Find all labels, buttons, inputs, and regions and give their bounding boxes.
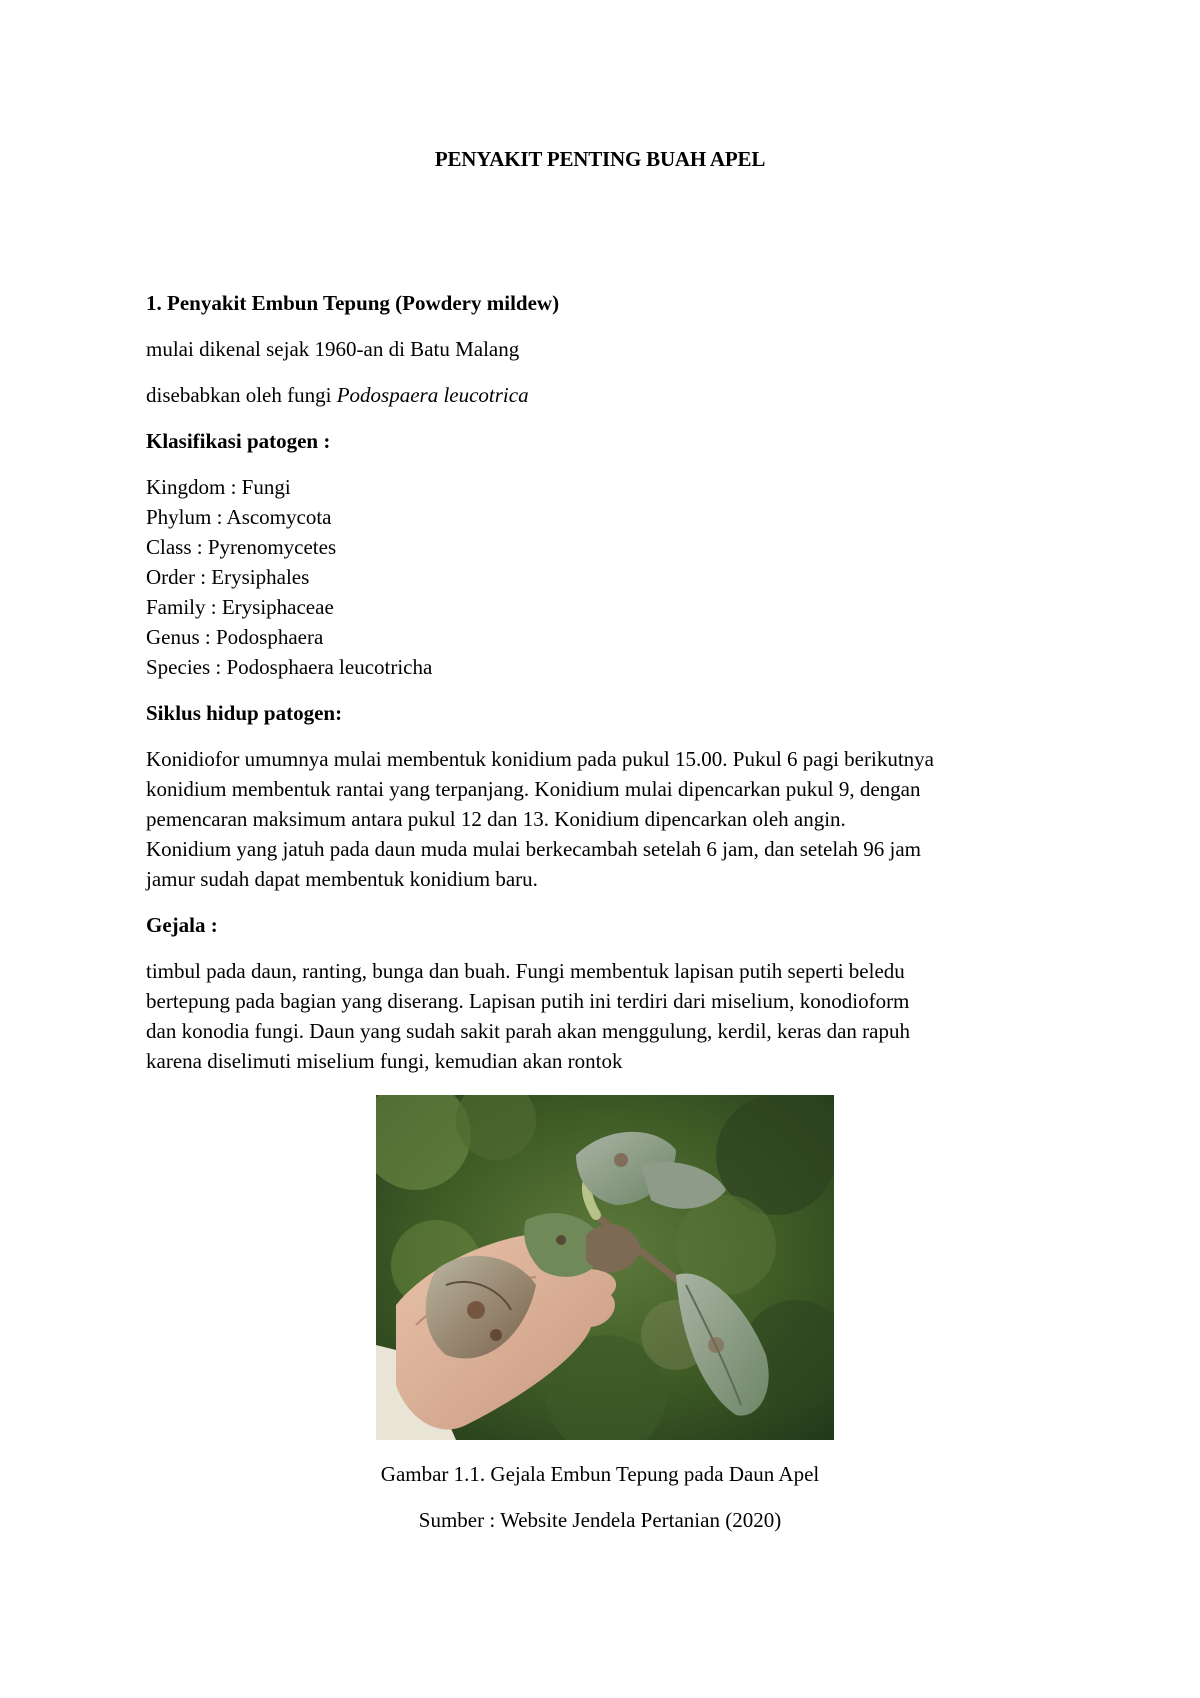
lifecycle-paragraph bbox=[146, 744, 1076, 894]
lifecycle-line: Konidiofor umumnya mulai membentuk konidium pada pukul 15.00. Pukul 6 pagi berikutnya bbox=[146, 747, 934, 771]
intro-line-1: mulai dikenal sejak 1960-an di Batu Malang bbox=[146, 337, 520, 361]
classification-item: Class : Pyrenomycetes bbox=[146, 535, 337, 559]
powdery-mildew-leaf-photo bbox=[376, 1095, 834, 1440]
intro-prefix: disebabkan oleh fungi bbox=[146, 383, 337, 407]
section-powdery-mildew bbox=[146, 288, 1076, 1076]
classification-item: Genus : Podosphaera bbox=[146, 625, 324, 649]
species-name: Podospaera leucotrica bbox=[336, 383, 529, 407]
figure-source: Sumber : Website Jendela Pertanian (2020) bbox=[418, 1508, 782, 1532]
symptoms-line: timbul pada daun, ranting, bunga dan buah. Fungi membentuk lapisan putih seperti beledu bbox=[146, 959, 905, 983]
lifecycle-heading: Siklus hidup patogen: bbox=[146, 701, 343, 725]
figure-caption: Gambar 1.1. Gejala Embun Tepung pada Daun Apel bbox=[380, 1462, 820, 1486]
leaf-photo-illustration bbox=[376, 1095, 834, 1440]
classification-item: Kingdom : Fungi bbox=[146, 475, 291, 499]
classification-item: Phylum : Ascomycota bbox=[146, 505, 332, 529]
document-title: PENYAKIT PENTING BUAH APEL bbox=[434, 147, 766, 171]
symptoms-line: bertepung pada bagian yang diserang. Lapisan putih ini terdiri dari miselium, konodioform bbox=[146, 989, 910, 1013]
symptoms-line: dan konodia fungi. Daun yang sudah sakit parah akan menggulung, kerdil, keras dan rapuh bbox=[146, 1019, 910, 1043]
symptoms-heading: Gejala : bbox=[146, 913, 218, 937]
intro-line-2 bbox=[146, 380, 1076, 410]
lifecycle-line: konidium membentuk rantai yang terpanjang. Konidium mulai dipencarkan pukul 9, dengan bbox=[146, 777, 921, 801]
lifecycle-line: pemencaran maksimum antara pukul 12 dan 13. Konidium dipencarkan oleh angin. bbox=[146, 807, 846, 831]
section-heading: 1. Penyakit Embun Tepung (Powdery mildew) bbox=[146, 291, 560, 315]
lifecycle-line: jamur sudah dapat membentuk konidium baru. bbox=[146, 867, 538, 891]
symptoms-line: karena diselimuti miselium fungi, kemudian akan rontok bbox=[146, 1049, 623, 1073]
classification-item: Species : Podosphaera leucotricha bbox=[146, 655, 433, 679]
classification-list bbox=[146, 472, 1076, 682]
classification-item: Family : Erysiphaceae bbox=[146, 595, 334, 619]
classification-heading: Klasifikasi patogen : bbox=[146, 429, 331, 453]
classification-item: Order : Erysiphales bbox=[146, 565, 310, 589]
lifecycle-line: Konidium yang jatuh pada daun muda mulai berkecambah setelah 6 jam, dan setelah 96 jam bbox=[146, 837, 922, 861]
symptoms-paragraph bbox=[146, 956, 1076, 1076]
